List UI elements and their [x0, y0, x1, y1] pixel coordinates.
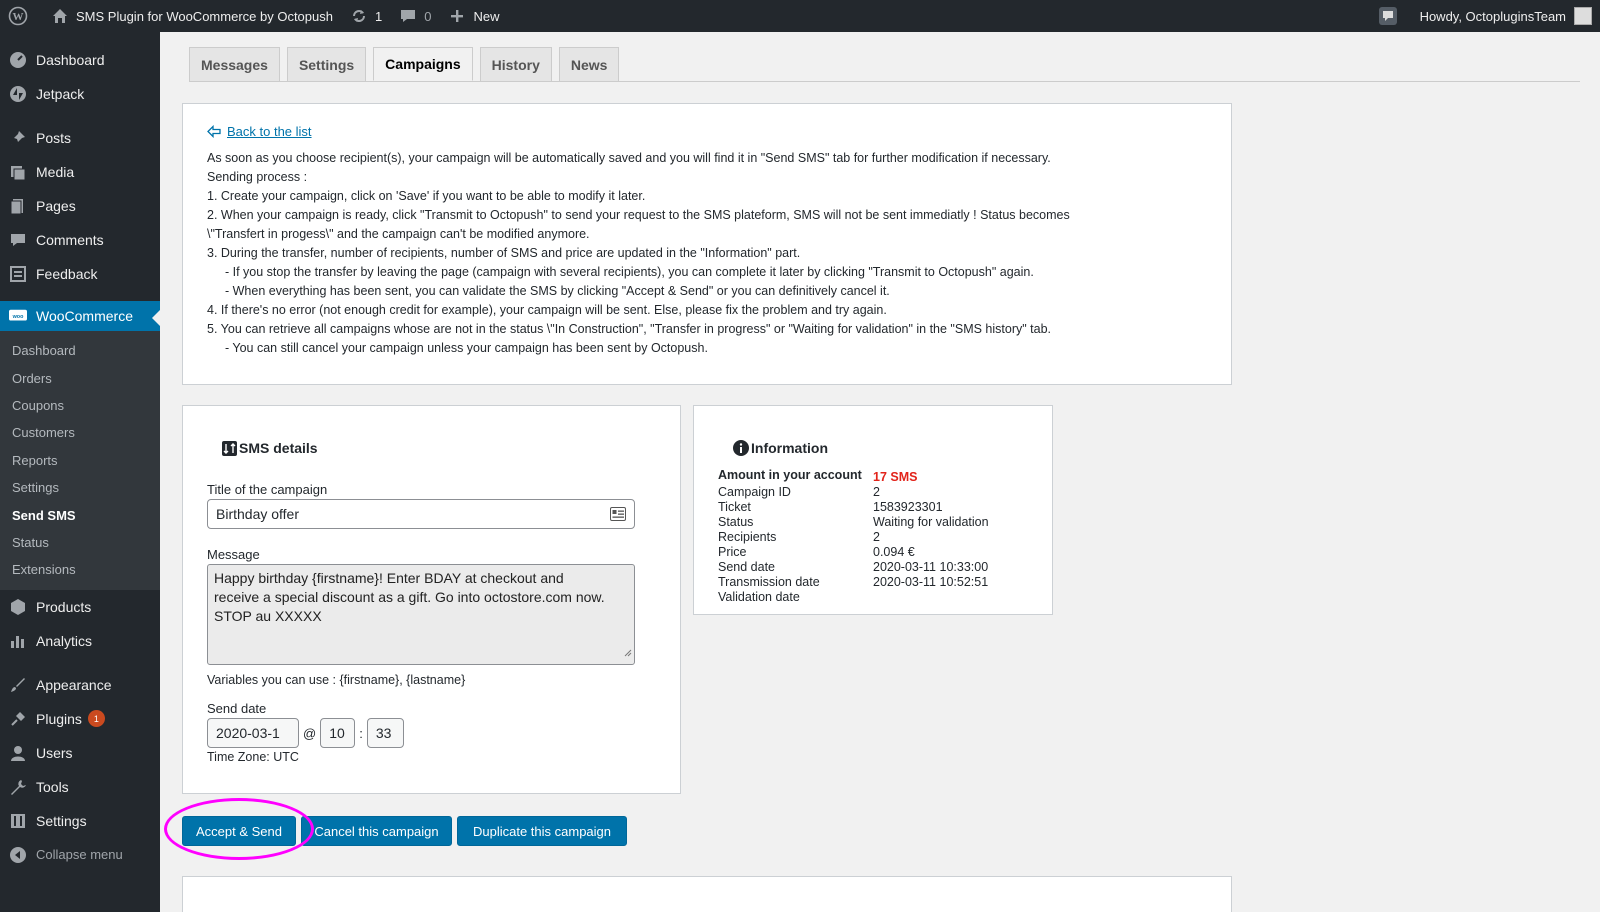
menu-jetpack[interactable]	[0, 77, 160, 111]
menu-label: Media	[36, 164, 75, 180]
menu-settings[interactable]	[0, 804, 160, 838]
archive-box-icon	[9, 598, 27, 616]
menu-label: Feedback	[36, 266, 98, 282]
menu-label: Users	[36, 744, 73, 761]
info-key: Send date	[718, 560, 775, 574]
campaign-title-input[interactable]	[207, 499, 635, 529]
variables-hint: Variables you can use : {firstname}, {lastname}	[207, 673, 466, 687]
gauge-icon	[9, 51, 27, 69]
menu-label: Jetpack	[36, 86, 85, 102]
campaign-title-value: Birthday offer	[216, 506, 300, 522]
send-minute-input[interactable]: 33	[367, 718, 404, 748]
info-key: Campaign ID	[718, 485, 791, 499]
campaign-title-label: Title of the campaign	[207, 482, 328, 497]
tab-settings[interactable]: Settings	[287, 47, 366, 81]
notification-icon	[1378, 6, 1398, 26]
intro-line: - You can still cancel your campaign unless your campaign has been sent by Octopush.	[225, 341, 708, 355]
info-row	[718, 500, 1028, 515]
comments-link[interactable]	[390, 0, 439, 32]
intro-line: As soon as you choose recipient(s), your campaign will be automatically saved and you will find it in "Send SMS" tab for further modification if necessary.	[207, 151, 1051, 165]
pages-icon	[9, 197, 27, 215]
tabs-divider	[189, 81, 1580, 82]
wp-logo-menu[interactable]	[0, 0, 42, 32]
site-name-link[interactable]	[42, 0, 341, 32]
info-value: 2	[873, 530, 880, 544]
sms-details-panel	[182, 405, 681, 794]
tab-campaigns[interactable]: Campaigns	[373, 47, 472, 81]
plus-icon	[447, 6, 467, 26]
new-content-link[interactable]	[439, 0, 507, 32]
info-row	[718, 590, 1028, 605]
menu-posts[interactable]	[0, 121, 160, 155]
intro-line: 2. When your campaign is ready, click "Transmit to Octopush" to send your request to the SMS plateform, SMS will not be sent immediatly ! Status becomes	[207, 208, 1070, 222]
message-line: receive a special discount as a gift. Go into octostore.com now.	[214, 589, 605, 605]
menu-analytics[interactable]	[0, 624, 160, 658]
woocommerce-icon	[9, 307, 27, 325]
intro-line: - If you stop the transfer by leaving the page (campaign with several recipients), you can complete it later by clicking "Transmit to Octopush" again.	[225, 265, 1034, 279]
info-value: 0.094 €	[873, 545, 915, 559]
info-key: Status	[718, 515, 754, 529]
contact-card-icon[interactable]	[610, 507, 626, 524]
timezone-text: Time Zone: UTC	[207, 750, 299, 764]
info-value: 2020-03-11 10:52:51	[873, 575, 989, 589]
updates-link[interactable]	[341, 0, 390, 32]
information-title-text: Information	[751, 440, 828, 456]
menu-tools[interactable]	[0, 770, 160, 804]
submenu-status[interactable]: Status	[12, 534, 49, 550]
feedback-form-icon	[9, 265, 27, 283]
intro-line: \"Transfert in progess\" and the campaign can't be modified anymore.	[207, 227, 590, 241]
wordpress-icon	[8, 6, 28, 26]
info-value: Waiting for validation	[873, 515, 989, 529]
send-date-row	[207, 718, 656, 748]
info-row	[718, 515, 1028, 530]
menu-appearance[interactable]	[0, 668, 160, 702]
sms-details-title-text: SMS details	[239, 440, 318, 456]
back-to-list-link[interactable]	[207, 124, 1207, 139]
submenu-reports[interactable]: Reports	[12, 452, 58, 468]
info-key: Price	[718, 545, 747, 559]
intro-line: 4. If there's no error (not enough credit for example), your campaign will be sent. Else, please fix the problem and try again.	[207, 303, 887, 317]
message-line: STOP au XXXXX	[214, 608, 322, 624]
submenu-dashboard[interactable]: Dashboard	[12, 343, 76, 359]
info-row-amount	[718, 468, 1028, 485]
plug-icon	[9, 710, 27, 728]
menu-label: WooCommerce	[36, 308, 133, 324]
menu-label: Appearance	[36, 676, 112, 693]
menu-label: Analytics	[36, 632, 93, 649]
avatar	[1574, 7, 1592, 25]
info-key: Ticket	[718, 500, 751, 514]
at-separator: @	[303, 725, 317, 741]
submenu-orders[interactable]: Orders	[12, 370, 52, 386]
menu-media[interactable]	[0, 155, 160, 189]
my-account-link[interactable]	[1412, 0, 1600, 32]
cancel-campaign-button[interactable]: Cancel this campaign	[301, 816, 452, 846]
collapse-arrow-icon	[9, 846, 27, 864]
tab-messages[interactable]: Messages	[189, 47, 280, 81]
comments-count: 0	[424, 8, 432, 24]
jetpack-icon	[9, 85, 27, 103]
new-label: New	[473, 8, 500, 24]
intro-line: 5. You can retrieve all campaigns whose are not in the status \"In Construction", "Transfer in progress" or "Waiting for validation" in the "SMS history" tab.	[207, 322, 1052, 336]
amount-label: Amount in your account	[718, 468, 862, 482]
accept-send-button[interactable]: Accept & Send	[182, 816, 296, 846]
menu-label: Products	[36, 598, 92, 615]
menu-label: Plugins	[36, 710, 82, 727]
message-textarea[interactable]	[207, 564, 635, 665]
collapse-menu-button[interactable]	[0, 838, 160, 872]
intro-line: - When everything has been sent, you can validate the SMS by clicking "Accept & Send" or you can definitively cancel it.	[225, 284, 890, 298]
bar-chart-icon	[9, 632, 27, 650]
menu-pages[interactable]	[0, 189, 160, 223]
message-label: Message	[207, 547, 260, 562]
back-arrow-icon	[207, 125, 221, 138]
svg-text:W: W	[12, 11, 24, 23]
menu-label: Collapse menu	[36, 847, 123, 863]
admin-bar	[0, 0, 1600, 32]
menu-label: Tools	[36, 778, 69, 795]
menu-woocommerce[interactable]	[0, 301, 160, 331]
info-key: Recipients	[718, 530, 777, 544]
howdy-text: Howdy, OctopluginsTeam	[1419, 8, 1566, 24]
duplicate-campaign-button[interactable]: Duplicate this campaign	[457, 816, 627, 846]
info-row	[718, 575, 1028, 590]
menu-dashboard[interactable]	[0, 43, 160, 77]
home-icon	[50, 6, 70, 26]
updates-count: 1	[374, 8, 383, 24]
media-icon	[9, 163, 27, 181]
menu-label: Dashboard	[36, 52, 105, 68]
info-row	[718, 545, 1028, 560]
colon-separator: :	[359, 725, 363, 741]
site-title: SMS Plugin for WooCommerce by Octopush	[76, 8, 333, 24]
menu-users[interactable]	[0, 736, 160, 770]
menu-comments[interactable]	[0, 223, 160, 257]
menu-label: Pages	[36, 198, 76, 214]
pushpin-icon	[9, 129, 27, 147]
message-line: Happy birthday {firstname}! Enter BDAY at checkout and	[214, 570, 564, 586]
info-circle-icon	[733, 440, 749, 456]
menu-label: Settings	[36, 812, 87, 829]
intro-line: Sending process :	[207, 170, 308, 184]
menu-label: Comments	[36, 232, 104, 248]
info-key: Transmission date	[718, 575, 820, 589]
svg-text:woo: woo	[12, 313, 24, 320]
info-row	[718, 485, 1028, 500]
info-value: 1583923301	[873, 500, 943, 514]
sort-arrows-icon	[222, 441, 237, 456]
info-row	[718, 530, 1028, 545]
wrench-icon	[9, 778, 27, 796]
info-value: 2	[873, 485, 880, 499]
information-title	[733, 440, 1028, 456]
info-key: Validation date	[718, 590, 800, 604]
submenu-send-sms[interactable]: Send SMS	[12, 507, 76, 523]
information-panel	[693, 405, 1053, 615]
submenu-customers[interactable]: Customers	[12, 425, 75, 441]
lower-panel	[182, 876, 1232, 912]
tab-history[interactable]: History	[480, 47, 552, 81]
submenu-settings[interactable]: Settings	[12, 480, 59, 496]
info-row	[718, 560, 1028, 575]
woocommerce-submenu	[0, 331, 160, 590]
send-date-input[interactable]: 2020-03-1	[207, 718, 299, 748]
paintbrush-icon	[9, 676, 27, 694]
menu-feedback[interactable]	[0, 257, 160, 291]
tab-news[interactable]: News	[559, 47, 620, 81]
resize-handle-icon[interactable]	[623, 643, 632, 662]
menu-plugins[interactable]	[0, 702, 160, 736]
intro-line: 1. Create your campaign, click on 'Save' if you want to be able to modify it later.	[207, 189, 646, 203]
submenu-extensions[interactable]: Extensions	[12, 562, 76, 578]
user-icon	[9, 744, 27, 762]
plugins-update-badge: 1	[88, 710, 105, 727]
sliders-icon	[9, 812, 27, 830]
info-value: 2020-03-11 10:33:00	[873, 560, 989, 574]
send-hour-input[interactable]: 10	[320, 718, 355, 748]
send-date-label: Send date	[207, 701, 267, 716]
comment-bubble-icon	[398, 6, 418, 26]
admin-sidebar	[0, 32, 160, 912]
submenu-coupons[interactable]: Coupons	[12, 397, 65, 413]
intro-line: 3. During the transfer, number of recipients, number of SMS and price are updated in the "Information" part.	[207, 246, 801, 260]
back-link-label: Back to the list	[227, 124, 312, 139]
menu-label: Posts	[36, 130, 72, 146]
notifications-button[interactable]	[1370, 0, 1412, 32]
menu-products[interactable]	[0, 590, 160, 624]
instructions-panel	[182, 103, 1232, 385]
refresh-icon	[349, 6, 369, 26]
information-table	[718, 468, 1028, 605]
sms-details-title	[222, 440, 656, 456]
nav-tabs	[189, 47, 626, 81]
comment-icon	[9, 231, 27, 249]
amount-value: 17 SMS	[873, 470, 918, 484]
